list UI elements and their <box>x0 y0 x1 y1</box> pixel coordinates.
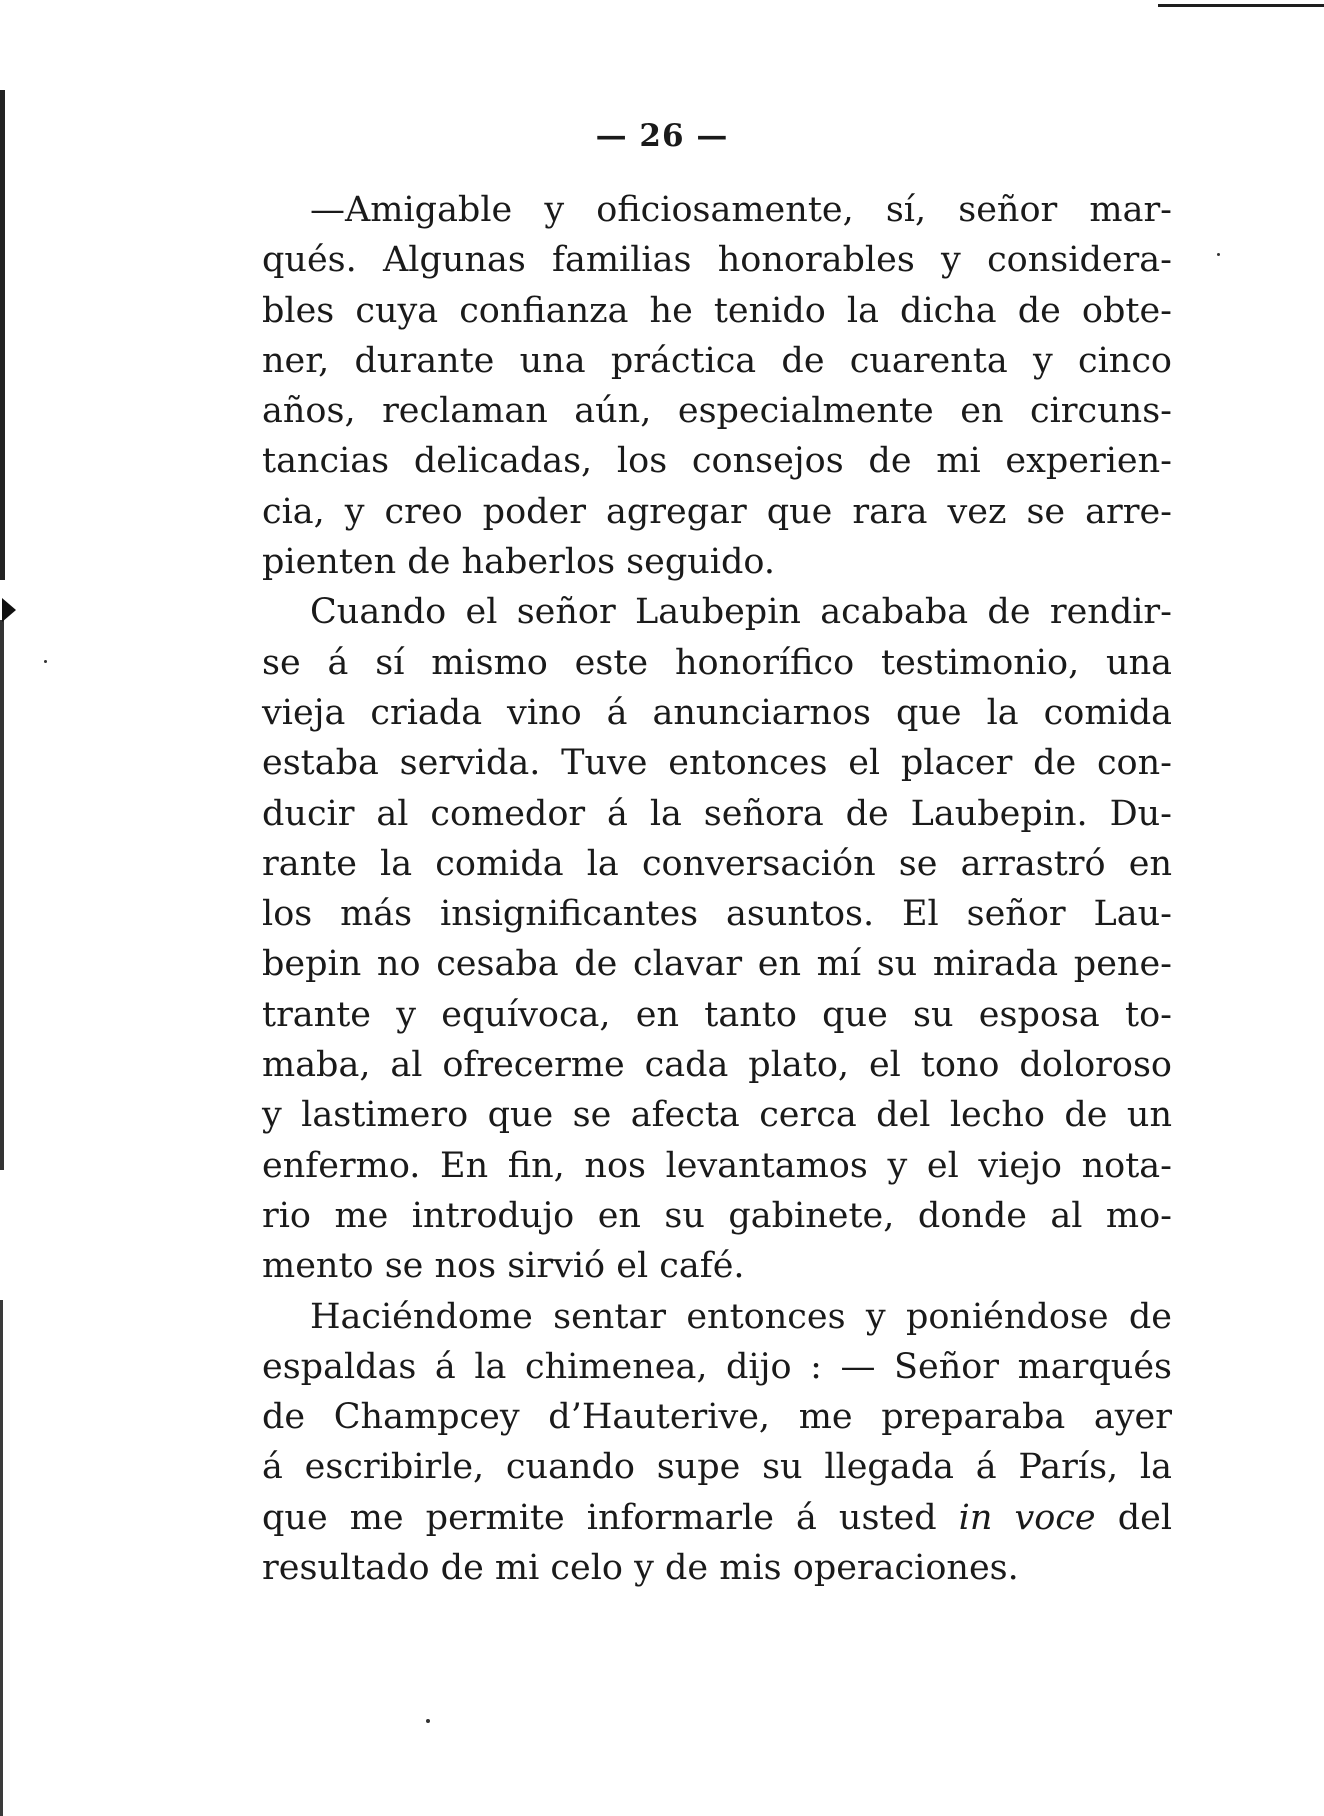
body-text <box>262 185 1172 1593</box>
print-speck <box>44 660 47 663</box>
text-line: se á sí mismo este honorífico testimonio, una <box>262 642 1172 683</box>
binding-edge <box>0 90 5 580</box>
text-line: ducir al comedor á la señora de Laubepin. Du- <box>262 793 1172 834</box>
text-line: rante la comida la conversación se arrastró en <box>262 843 1172 884</box>
binding-edge <box>0 1300 3 1816</box>
text-line: tancias delicadas, los consejos de mi experien- <box>262 441 1172 482</box>
text-line: resultado de mi celo y de mis operaciones. <box>262 1548 1019 1589</box>
binding-edge <box>0 620 4 1170</box>
italic-phrase: in voce <box>958 1497 1096 1538</box>
text-line: mento se nos sirvió el café. <box>262 1246 745 1287</box>
text-line: estaba servida. Tuve entonces el placer de con- <box>262 743 1172 784</box>
text-line: los más insignificantes asuntos. El señor Lau- <box>262 894 1172 935</box>
text-segment: que me permite informarle á usted <box>262 1497 959 1538</box>
text-segment: del <box>1095 1497 1173 1538</box>
print-speck <box>426 1719 430 1723</box>
text-line: bepin no cesaba de clavar en mí su mirada pene- <box>262 944 1172 985</box>
text-line: y lastimero que se afecta cerca del lecho de un <box>262 1095 1172 1136</box>
text-line: rio me introdujo en su gabinete, donde al mo- <box>262 1195 1172 1236</box>
text-line: vieja criada vino á anunciarnos que la comida <box>262 692 1172 733</box>
text-line: bles cuya confianza he tenido la dicha de obte- <box>262 290 1172 331</box>
page-number: — 26 — <box>595 118 729 154</box>
text-line: Cuando el señor Laubepin acababa de rendir- <box>310 592 1172 633</box>
text-line <box>262 1493 1172 1543</box>
text-line: de Champcey d’Hauterive, me preparaba ayer <box>262 1397 1172 1438</box>
text-line: á escribirle, cuando supe su llegada á París, la <box>262 1447 1172 1488</box>
top-rule <box>1158 4 1324 7</box>
text-line: Haciéndome sentar entonces y poniéndose de <box>310 1296 1172 1337</box>
text-line: enfermo. En fin, nos levantamos y el viejo nota- <box>262 1145 1172 1186</box>
text-line: qués. Algunas familias honorables y considera- <box>262 240 1172 281</box>
page-edge-mark <box>2 598 16 622</box>
text-line: ner, durante una práctica de cuarenta y cinco <box>262 340 1172 381</box>
text-line: cia, y creo poder agregar que rara vez se arre- <box>262 491 1172 532</box>
print-speck <box>1217 253 1220 256</box>
text-line: espaldas á la chimenea, dijo : — Señor marqués <box>262 1346 1172 1387</box>
text-line: —Amigable y oficiosamente, sí, señor mar- <box>310 190 1172 230</box>
text-line: pienten de haberlos seguido. <box>262 542 775 583</box>
text-line: trante y equívoca, en tanto que su esposa to- <box>262 994 1172 1035</box>
text-line: años, reclaman aún, especialmente en circuns- <box>262 391 1172 432</box>
text-line: maba, al ofrecerme cada plato, el tono doloroso <box>262 1045 1172 1086</box>
